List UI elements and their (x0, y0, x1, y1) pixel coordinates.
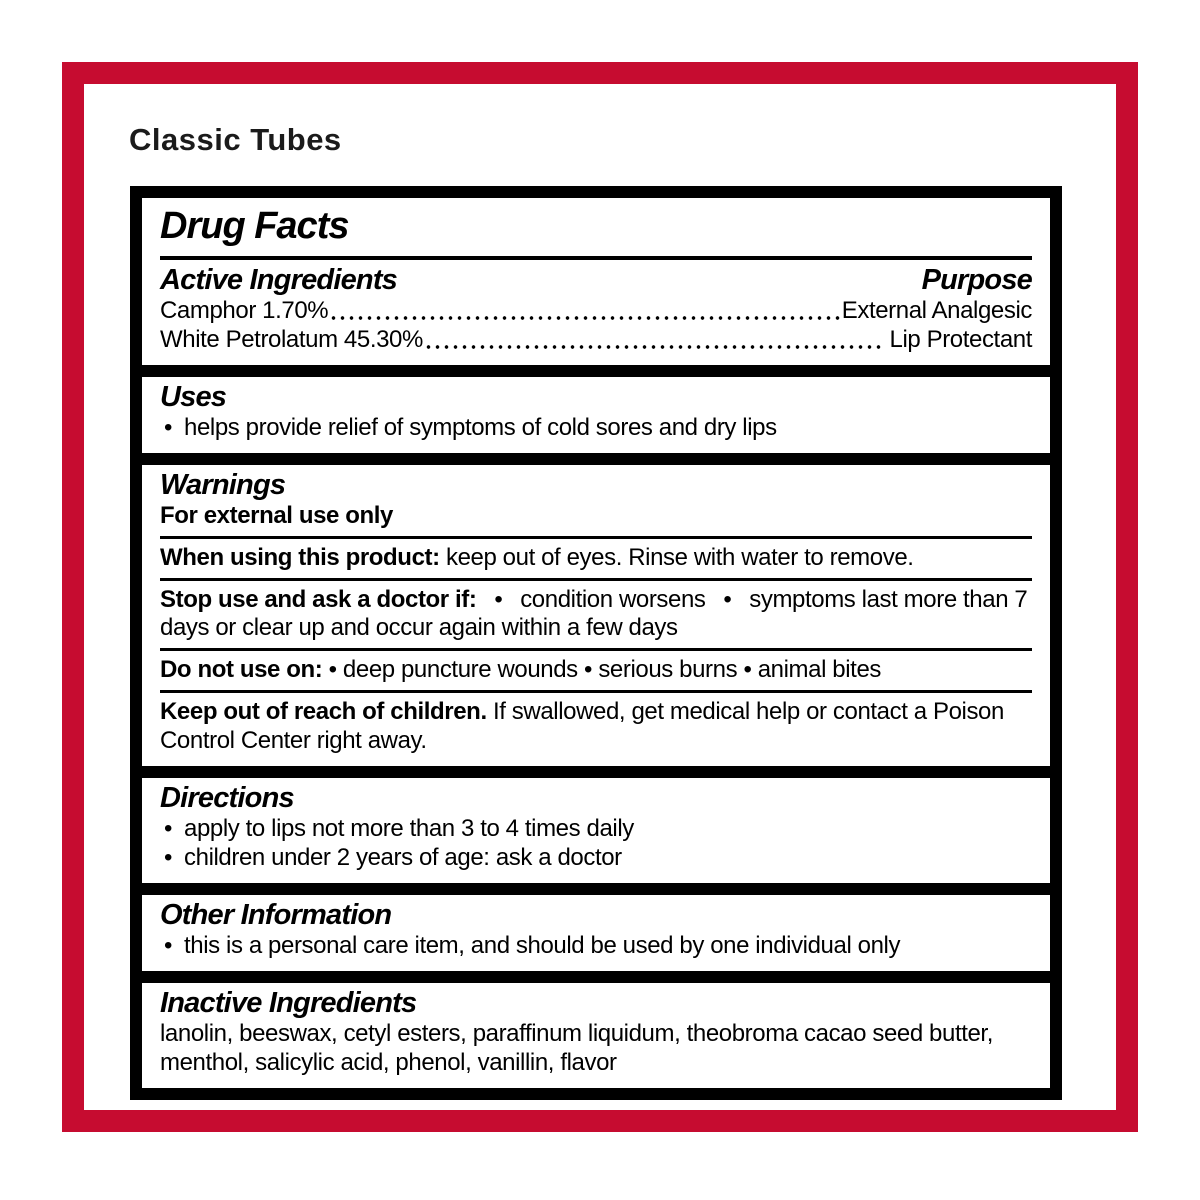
bullet-glyph: • (164, 931, 173, 959)
other-information-item (160, 932, 1032, 961)
warnings-divider (160, 578, 1032, 581)
ingredient-purpose: External Analgesic (841, 296, 1032, 324)
section-uses (142, 377, 1050, 453)
uses-item (160, 414, 1032, 443)
when-using-statement (160, 544, 1032, 573)
directions-item-text: apply to lips not more than 3 to 4 times daily (184, 814, 634, 842)
page-title: Classic Tubes (129, 122, 342, 157)
stop-use-lead: Stop use and ask a doctor if: (160, 585, 477, 613)
inactive-ingredients-text: lanolin, beeswax, cetyl esters, paraffinum liquidum, theobroma cacao seed butter, menthol, salicylic acid, phenol, vanillin, flavor (160, 1020, 993, 1076)
when-using-lead: When using this product: (160, 543, 440, 571)
warnings-heading: Warnings (160, 468, 286, 501)
ingredient-name: Camphor 1.70% (160, 296, 329, 324)
section-directions (142, 778, 1050, 883)
uses-heading: Uses (160, 380, 227, 413)
stop-use-statement (160, 586, 1032, 644)
stop-use-text: • condition worsens • symptoms last more than 7 days or clear up and occur again within a few days (160, 585, 1034, 642)
keep-out-lead: Keep out of reach of children. (160, 698, 487, 725)
drug-facts-panel (130, 186, 1062, 1100)
section-inactive-ingredients (142, 983, 1050, 1088)
ingredient-name: White Petrolatum 45.30% (160, 325, 423, 353)
keep-out-text: If swallowed, get medical help or contact a Poison Control Center right away. (160, 698, 1011, 754)
external-use-statement: For external use only (160, 502, 394, 530)
directions-item (160, 844, 1032, 873)
active-ingredients-heading: Active Ingredients (160, 263, 397, 296)
active-ingredients-heading-row (160, 264, 1032, 297)
directions-heading: Directions (160, 781, 294, 814)
other-information-heading: Other Information (160, 898, 392, 931)
do-not-use-statement (160, 656, 1032, 685)
warnings-divider (160, 536, 1032, 539)
ingredient-row-camphor (160, 297, 1032, 326)
warnings-divider (160, 648, 1032, 651)
section-other-information (142, 895, 1050, 971)
drug-facts-title: Drug Facts (160, 205, 349, 247)
bullet-glyph: • (164, 843, 173, 871)
other-information-item-text: this is a personal care item, and should be used by one individual only (184, 931, 901, 959)
bullet-glyph: • (164, 814, 173, 842)
when-using-text: keep out of eyes. Rinse with water to remove. (439, 543, 914, 571)
directions-item-text: children under 2 years of age: ask a doctor (184, 843, 622, 871)
ingredient-row-white-petrolatum (160, 326, 1032, 355)
section-warnings (142, 465, 1050, 766)
do-not-use-lead: Do not use on: (160, 656, 323, 684)
directions-item (160, 815, 1032, 844)
purpose-heading: Purpose (921, 263, 1032, 296)
section-active-ingredients (142, 198, 1050, 365)
uses-item-text: helps provide relief of symptoms of cold sores and dry lips (184, 413, 777, 441)
bullet-glyph: • (164, 413, 173, 441)
keep-out-of-reach-statement (160, 698, 1032, 756)
ingredient-purpose: Lip Protectant (883, 325, 1032, 353)
title-divider (160, 256, 1032, 260)
warnings-divider (160, 690, 1032, 693)
dotted-leader (424, 326, 882, 355)
dotted-leader (329, 297, 841, 326)
do-not-use-text: • deep puncture wounds • serious burns • animal bites (322, 656, 881, 684)
inactive-ingredients-heading: Inactive Ingredients (160, 986, 417, 1019)
